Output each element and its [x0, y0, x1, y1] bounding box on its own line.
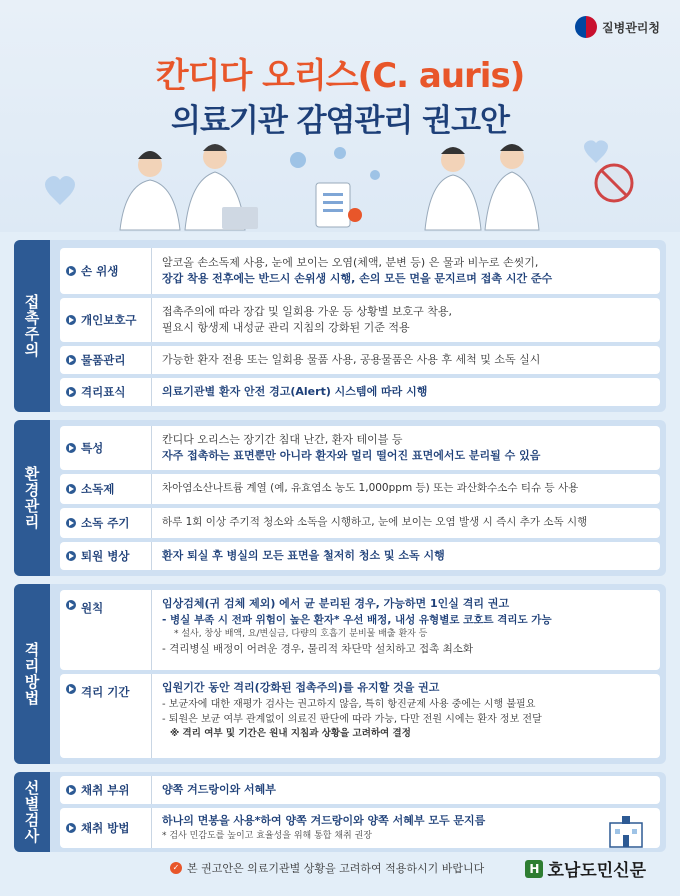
doctor-left-illustration [120, 144, 258, 230]
footer-note: ✓ 본 권고안은 의료기관별 상황을 고려하여 적용하시기 바랍니다 [170, 860, 484, 876]
check-icon: ✓ [170, 862, 182, 874]
bullet-arrow-icon [66, 484, 76, 494]
bullet-arrow-icon [66, 266, 76, 276]
bullet-arrow-icon [66, 551, 76, 561]
row-hand-hygiene [60, 248, 660, 294]
bullet-arrow-icon [66, 518, 76, 528]
row-isolation-sign [60, 378, 660, 406]
brand-name: 호남도민신문 [547, 861, 646, 881]
row-value: 칸디다 오리스는 장기간 침대 난간, 환자 테이블 등 자주 접촉하는 표면뿐만 아니라 환자와 멀리 떨어진 표면에서도 분리될 수 있음 [162, 432, 541, 462]
row-key: 격리표식 [60, 378, 152, 406]
taegeuk-logo-icon [575, 16, 597, 38]
row-disinfectant [60, 474, 660, 504]
header [0, 0, 680, 232]
row-disinfection-cycle [60, 508, 660, 538]
row-key: 개인보호구 [60, 298, 152, 342]
clipboard-illustration [316, 183, 362, 227]
doctor-right-illustration [425, 144, 539, 230]
section-environment [14, 420, 666, 576]
bullet-arrow-icon [66, 823, 76, 833]
row-discharge-bed [60, 542, 660, 570]
bullet-arrow-icon [66, 315, 76, 325]
brand-icon: H [525, 860, 543, 878]
no-bug-icon [596, 165, 632, 201]
section-label: 접촉주의 [14, 240, 50, 412]
row-value: 양쪽 겨드랑이와 서혜부 [162, 782, 276, 796]
row-key: 손 위생 [60, 248, 152, 294]
row-key: 원칙 [60, 590, 152, 670]
building-icon [608, 815, 644, 849]
brand-logo [525, 856, 646, 881]
bullet-arrow-icon [66, 387, 76, 397]
row-value: 접촉주의에 따라 장갑 및 일회용 가운 등 상황별 보호구 착용, 필요시 항생제 내성균 관리 지침의 강화된 기준 적용 [162, 304, 452, 334]
row-value: 차아염소산나트륨 계열 (예, 유효염소 농도 1,000ppm 등) 또는 과산화수소수 티슈 등 사용 [162, 482, 579, 495]
row-key: 소독 주기 [60, 508, 152, 538]
section-isolation [14, 584, 666, 764]
row-key: 특성 [60, 426, 152, 470]
row-sampling-site [60, 776, 660, 804]
row-value: 입원기간 동안 격리(강화된 접촉주의)를 유지할 것을 권고 - 보균자에 대한 재평가 검사는 권고하지 않음, 특히 항진균제 사용 중에는 시행 불필요 - 퇴원은 보균 여부 관계없이 의료진 판단에 따라 가능, 다만 전원 시에는 환자 정보 전달 ※ 격리 여부 및 기간은 원내 지침과 상황을 고려하여 결정 [162, 681, 542, 739]
bullet-arrow-icon [66, 785, 76, 795]
bullet-arrow-icon [66, 684, 76, 694]
section-label: 선별검사 [14, 772, 50, 852]
bullet-arrow-icon [66, 443, 76, 453]
row-ppe [60, 298, 660, 342]
row-supplies [60, 346, 660, 374]
row-key: 격리 기간 [60, 674, 152, 758]
section-contact-precautions [14, 240, 666, 412]
row-value: 환자 퇴실 후 병실의 모든 표면을 철저히 청소 및 소독 시행 [162, 548, 445, 562]
row-value: 알코올 손소독제 사용, 눈에 보이는 오염(체액, 분변 등) 은 물과 비누로 손씻기, 장갑 착용 전후에는 반드시 손위생 시행, 손의 모든 면을 문지르며 접촉 시간 준수 [162, 255, 553, 285]
illustration [0, 135, 680, 235]
row-value: 하나의 면봉을 사용*하여 양쪽 겨드랑이와 양쪽 서혜부 모두 문지름 * 검사 민감도를 높이고 효율성을 위해 통합 채취 권장 [162, 814, 486, 841]
bullet-arrow-icon [66, 355, 76, 365]
bullet-arrow-icon [66, 600, 76, 610]
row-key: 채취 부위 [60, 776, 152, 804]
row-value: 의료기관별 환자 안전 경고(Alert) 시스템에 따라 시행 [162, 384, 428, 398]
row-isolation-period [60, 674, 660, 758]
row-principle [60, 590, 660, 670]
row-value: 임상검체(귀 검체 제외) 에서 균 분리된 경우, 가능하면 1인실 격리 권고 - 병실 부족 시 전파 위험이 높은 환자* 우선 배정, 내성 유형별로 코호트 격리도 가능 * 설사, 창상 배액, 요/변실금, 다량의 호흡기 분비물 배출 환자 등 - 격리병실 배정이 어려운 경우, 물리적 차단막 설치하고 접촉 최소화 [162, 597, 552, 655]
org-name: 질병관리청 [602, 20, 660, 35]
section-screening [14, 772, 666, 852]
section-label: 격리방법 [14, 584, 50, 764]
row-key: 물품관리 [60, 346, 152, 374]
title-line1: 칸디다 오리스(C. auris) [155, 56, 525, 96]
section-label: 환경관리 [14, 420, 50, 576]
virus-icon [290, 147, 380, 180]
title-line2: 의료기관 감염관리 권고안 [171, 103, 509, 139]
row-sampling-method [60, 808, 660, 848]
row-key: 채취 방법 [60, 808, 152, 848]
row-characteristics [60, 426, 660, 470]
org-badge [575, 16, 660, 38]
row-value: 하루 1회 이상 주기적 청소와 소독을 시행하고, 눈에 보이는 오염 발생 시 즉시 추가 소독 시행 [162, 516, 588, 529]
row-key: 소독제 [60, 474, 152, 504]
row-key: 퇴원 병상 [60, 542, 152, 570]
row-value: 가능한 환자 전용 또는 일회용 물품 사용, 공용물품은 사용 후 세척 및 소독 실시 [162, 352, 541, 366]
